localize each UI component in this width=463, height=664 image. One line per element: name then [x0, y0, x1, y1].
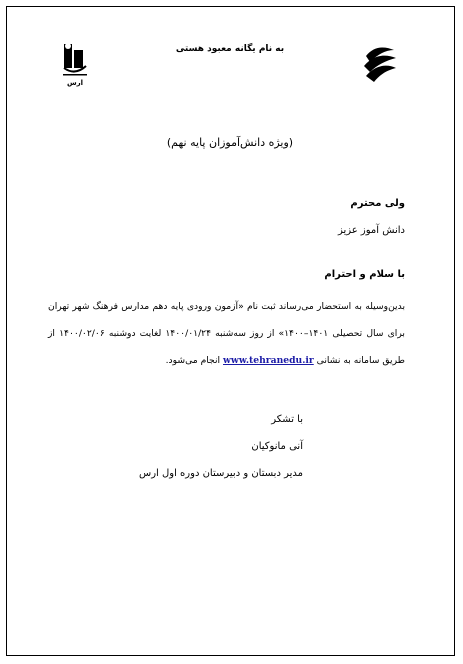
signature-name: آنی مانوکیان — [251, 441, 303, 452]
body-text-before-link: بدین‌وسیله به استحضار می‌رساند ثبت نام «آزمون ورودی پایه دهم مدارس فرهنگ شهر تهران برای سال تحصیلی ۱۴۰۱–۱۴۰۰» از روز سه‌شنبه ۱۴۰۰/۰۱/۲۴ لغایت دوشنبه ۱۴۰۰/۰۲/۰۶ از طریق سامانه به نشانی — [48, 301, 405, 366]
body-text-after-link: انجام می‌شود. — [165, 355, 221, 366]
greeting-parent: ولی محترم — [350, 198, 405, 209]
body-paragraph — [48, 293, 405, 374]
page-header-title: به نام یگانه معبود هستی — [175, 44, 285, 54]
signature-closing: با تشکر — [271, 414, 303, 425]
greeting-student: دانش آموز عزیز — [337, 225, 405, 236]
left-logo-text: ارس — [66, 79, 84, 87]
salutation: با سلام و احترام — [324, 269, 405, 280]
signature-title: مدیر دبستان و دبیرستان دوره اول ارس — [139, 468, 303, 479]
document-subject: (ویژه دانش‌آموزان پایه نهم) — [166, 136, 294, 149]
wave-emblem-icon — [360, 42, 400, 84]
registration-link[interactable]: www.tehranedu.ir — [223, 355, 314, 366]
school-emblem-icon — [60, 40, 90, 88]
